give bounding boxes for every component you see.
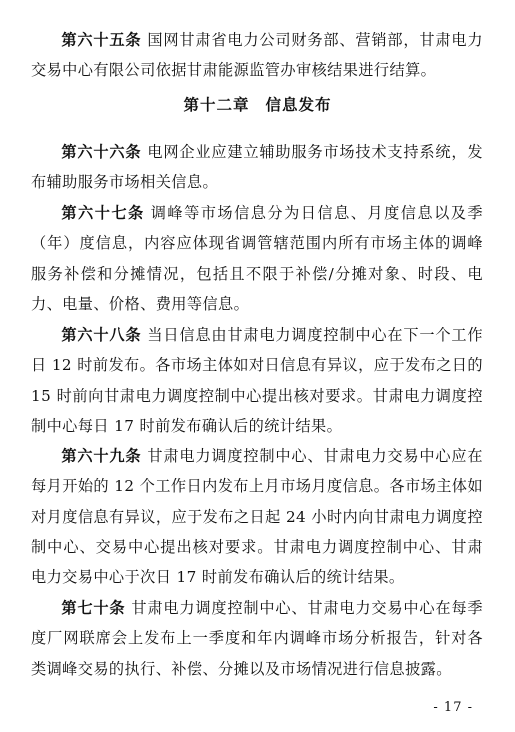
paragraph-article-65 (31, 25, 483, 86)
chapter-title: 信息发布 (265, 96, 332, 114)
article-text: 电网企业应建立辅助服务市场技术支持系统，发布辅助服务市场相关信息。 (31, 143, 484, 192)
article-number: 第七十条 (61, 599, 126, 617)
paragraph-article-70 (31, 593, 483, 684)
paragraph-article-68 (31, 320, 483, 441)
article-number: 第六十八条 (61, 326, 142, 344)
paragraph-article-66 (31, 137, 483, 198)
paragraph-article-67 (31, 198, 483, 319)
page-number: - 17 - (433, 700, 473, 715)
article-text: 甘肃电力调度控制中心、甘肃电力交易中心应在每月开始的 12 个工作日内发布上月市场月度信息。各市场主体如对月度信息有异议，应于发布之日起 24 小时内向甘肃电力调度控制中心、交易中心提出核对要求。甘肃电力调度控制中心、甘肃电力交易中心于次日 17 时前发布确认后的统计结果。 (31, 447, 484, 587)
chapter-heading (0, 93, 515, 115)
article-number: 第六十九条 (61, 447, 142, 465)
article-text: 甘肃电力调度控制中心、甘肃电力交易中心在每季度厂网联席会上发布上一季度和年内调峰市场分析报告，针对各类调峰交易的执行、补偿、分摊以及市场情况进行信息披露。 (31, 599, 483, 678)
article-text: 国网甘肃省电力公司财务部、营销部，甘肃电力交易中心有限公司依据甘肃能源监管办审核结果进行结算。 (31, 31, 484, 80)
chapter-number: 第十二章 (183, 96, 250, 114)
article-text: 当日信息由甘肃电力调度控制中心在下一个工作日 12 时前发布。各市场主体如对日信息有异议，应于发布之日的 15 时前向甘肃电力调度控制中心提出核对要求。甘肃电力调度控制中心每日 17 时前发布确认后的统计结果。 (31, 326, 484, 435)
article-text: 调峰等市场信息分为日信息、月度信息以及季（年）度信息，内容应体现省调管辖范围内所有市场主体的调峰服务补偿和分摊情况，包括且不限于补偿/分摊对象、时段、电力、电量、价格、费用等信息。 (31, 204, 484, 313)
article-number: 第六十七条 (61, 204, 145, 222)
article-number: 第六十五条 (61, 31, 142, 49)
article-number: 第六十六条 (61, 143, 142, 161)
paragraph-article-69 (31, 441, 483, 592)
